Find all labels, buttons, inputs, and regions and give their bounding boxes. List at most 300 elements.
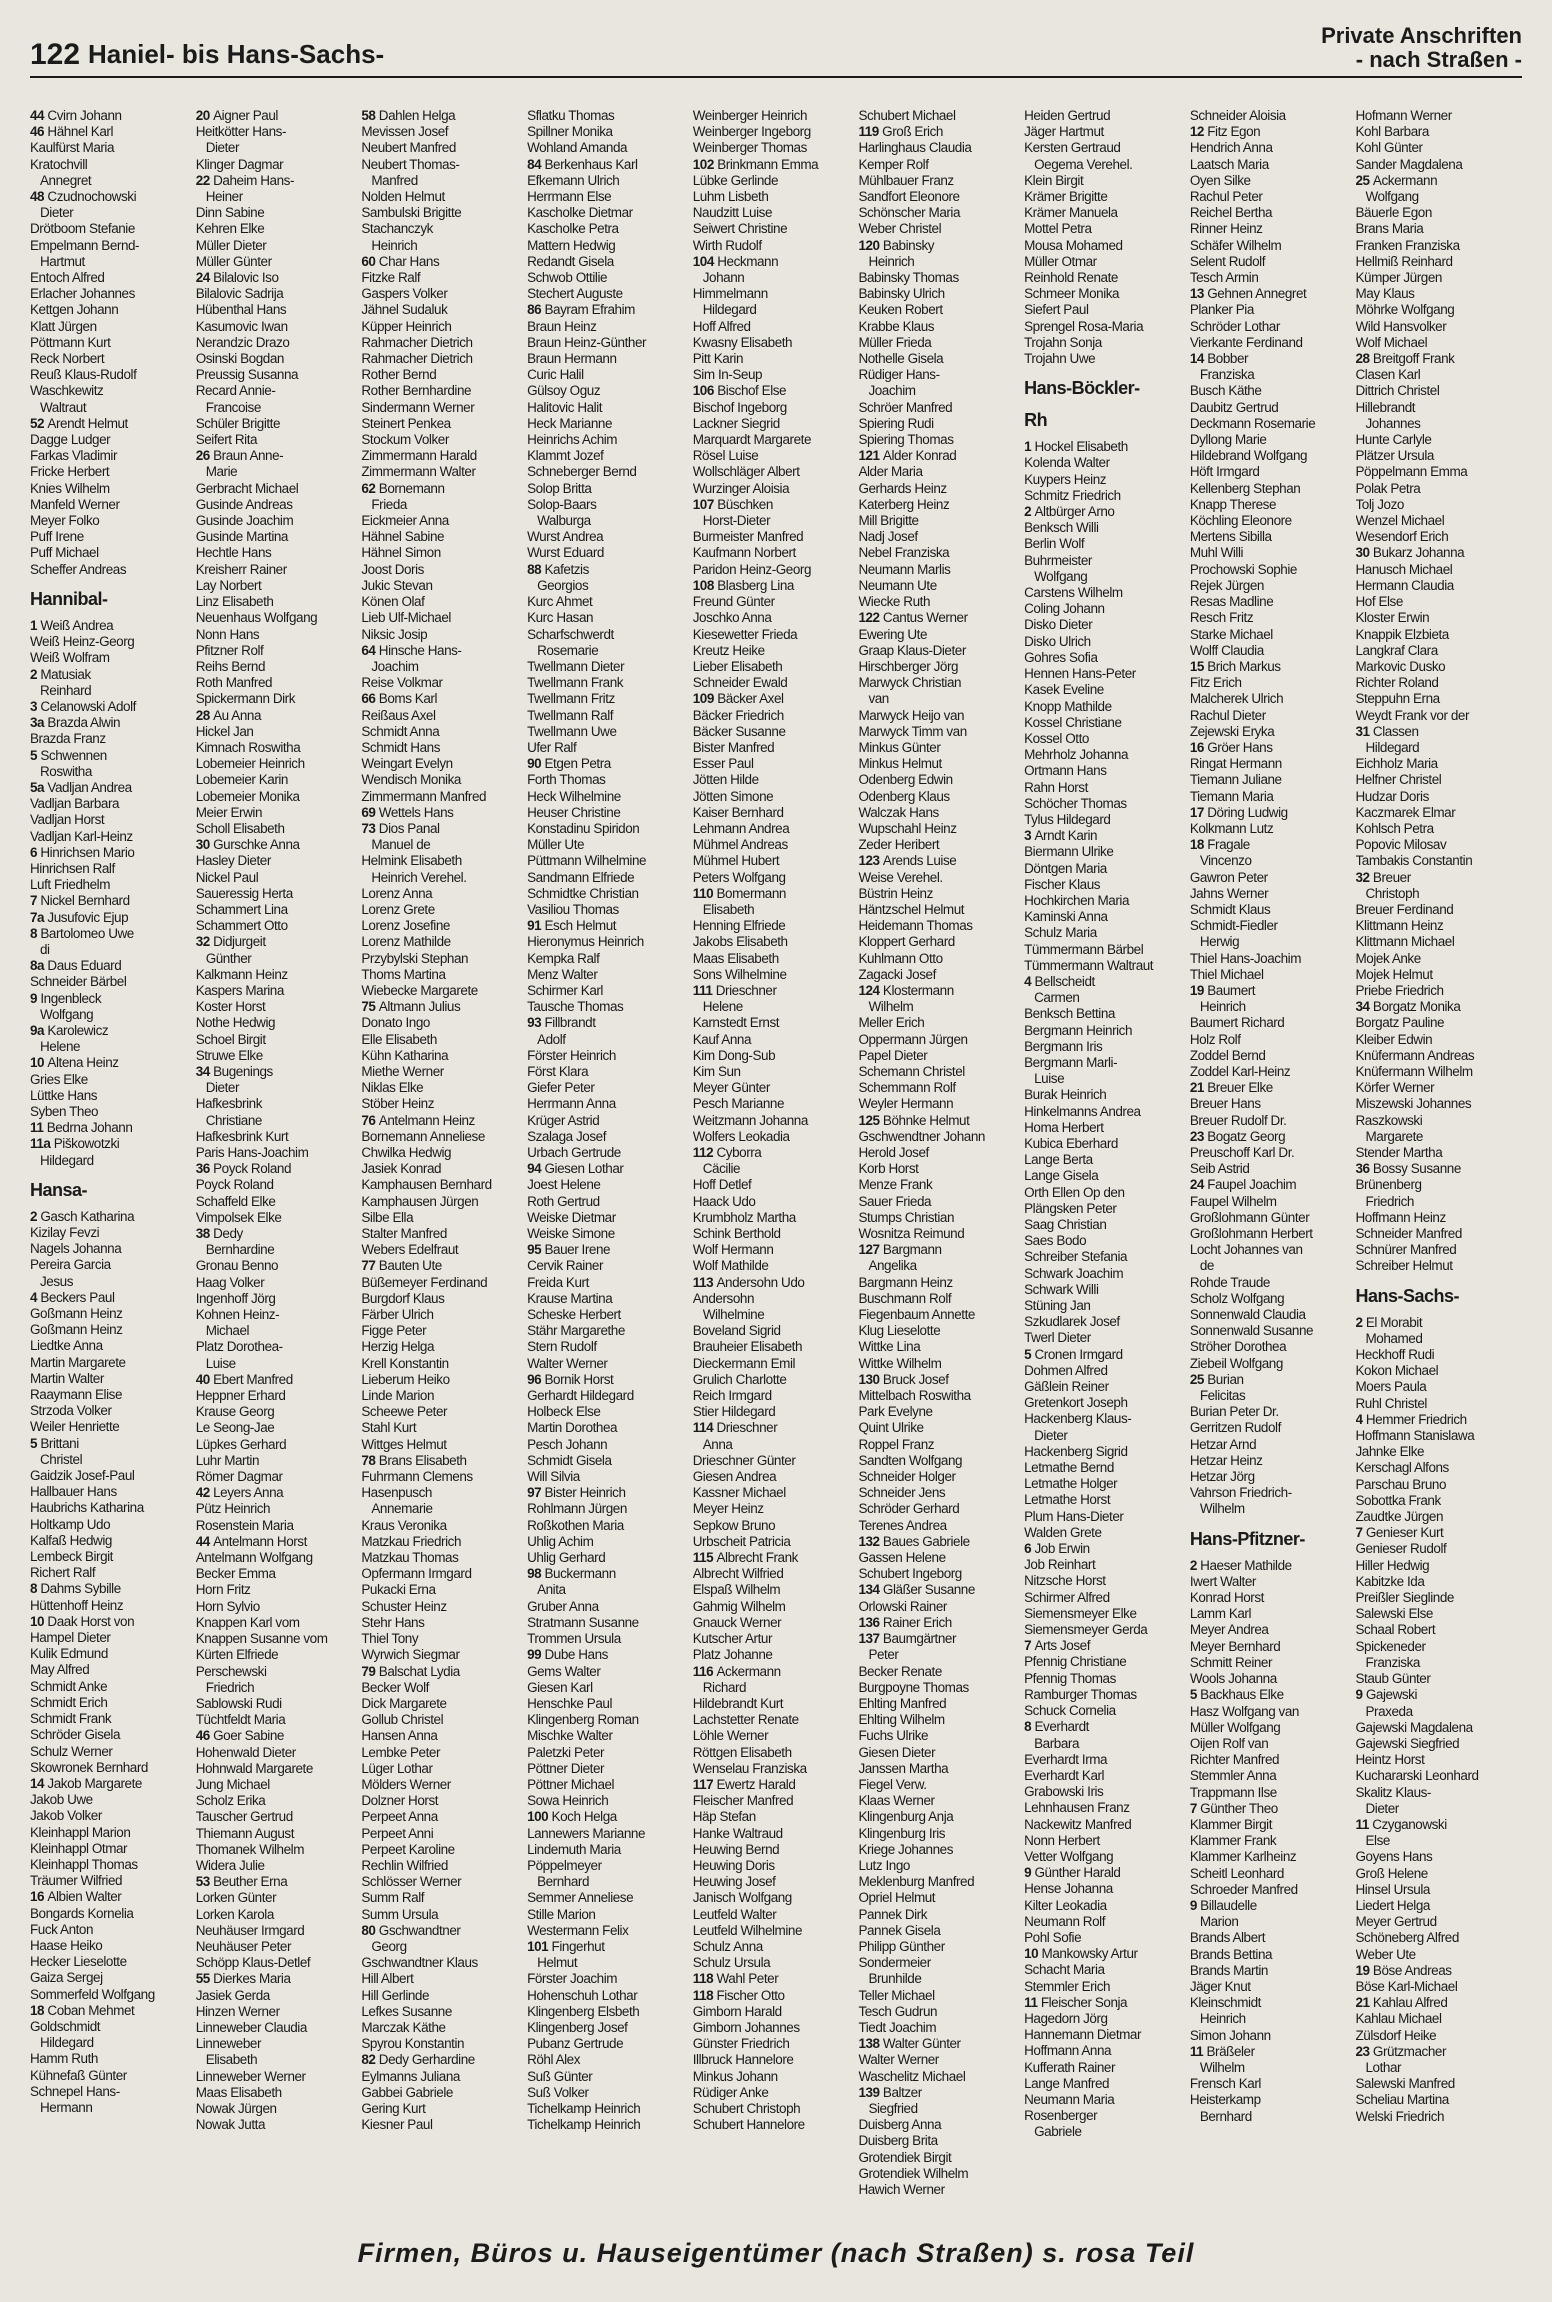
resident-entry	[1356, 1412, 1518, 1428]
resident-entry	[1356, 1315, 1518, 1331]
resident-entry	[361, 1518, 523, 1534]
resident-name: Franziska	[1365, 1654, 1420, 1670]
resident-entry	[858, 383, 1020, 399]
resident-entry	[693, 805, 855, 821]
resident-name: Baumgärtner	[882, 1631, 957, 1647]
house-number: 19	[1355, 1962, 1373, 1978]
resident-name: Bäcker Axel	[717, 691, 784, 707]
page-number: 122	[30, 38, 81, 71]
resident-name: Waltraut	[40, 399, 87, 415]
resident-entry	[361, 1064, 523, 1080]
resident-entry	[196, 562, 358, 578]
resident-name: Förster Joachim	[527, 1971, 618, 1987]
resident-entry	[858, 2004, 1020, 2020]
resident-name: Herrmann Anna	[527, 1096, 616, 1112]
resident-name: Matzkau Friedrich	[361, 1533, 462, 1549]
resident-name: Bornemann Anneliese	[361, 1128, 485, 1144]
resident-name: Döring Ludwig	[1207, 804, 1288, 820]
resident-name: Faupel Joachim	[1207, 1177, 1297, 1193]
resident-entry	[1190, 1485, 1352, 1501]
resident-entry	[858, 1469, 1020, 1485]
resident-name: Schacht Maria	[1024, 1962, 1105, 1978]
resident-entry	[361, 1226, 523, 1242]
resident-entry	[30, 529, 192, 545]
resident-entry	[858, 740, 1020, 756]
resident-name: Dahms Sybille	[40, 1581, 121, 1597]
resident-entry	[1190, 2092, 1352, 2108]
resident-name: Brands Bettina	[1189, 1946, 1273, 1962]
resident-name: Stier Hildegard	[692, 1404, 776, 1420]
resident-name: Klatt Jürgen	[30, 318, 97, 334]
resident-entry	[361, 513, 523, 529]
resident-entry	[527, 724, 689, 740]
resident-entry	[858, 2133, 1020, 2149]
resident-entry	[196, 108, 358, 124]
resident-entry	[858, 1631, 1020, 1647]
resident-name: Knapp Therese	[1189, 496, 1277, 512]
resident-name: Vetter Wolfgang	[1024, 1848, 1114, 1864]
resident-name: Odenberg Edwin	[858, 772, 953, 788]
resident-name: Schneider Jens	[858, 1485, 946, 1501]
resident-name: Schröder Gisela	[30, 1727, 121, 1743]
resident-entry	[30, 383, 192, 399]
resident-entry	[693, 756, 855, 772]
resident-entry	[196, 1404, 358, 1420]
resident-name: Siemensmeyer Gerda	[1024, 1622, 1148, 1638]
resident-name: Müller Otmar	[1024, 253, 1097, 269]
resident-entry	[858, 1874, 1020, 1890]
resident-name: Jäger Hartmut	[1024, 124, 1104, 140]
resident-entry	[1190, 1882, 1352, 1898]
street-heading: Hans-Sachs-	[1355, 1285, 1460, 1306]
resident-name: Kleinhappl Thomas	[30, 1856, 138, 1872]
resident-entry	[1356, 1979, 1518, 1995]
resident-name: Kolenda Walter	[1024, 455, 1110, 471]
resident-name: Hiller Hedwig	[1355, 1557, 1430, 1573]
resident-entry	[527, 1582, 689, 1598]
resident-entry	[361, 918, 523, 934]
resident-entry	[1024, 173, 1186, 189]
resident-entry	[527, 1064, 689, 1080]
resident-entry	[1190, 1752, 1352, 1768]
resident-name: Wurst Eduard	[527, 545, 604, 561]
resident-entry	[527, 1356, 689, 1372]
resident-entry	[1356, 1720, 1518, 1736]
resident-name: Schwark Joachim	[1024, 1265, 1124, 1281]
resident-entry	[1024, 2043, 1186, 2059]
resident-name: Mittelbach Roswitha	[858, 1388, 971, 1404]
resident-entry	[527, 124, 689, 140]
house-number: 7	[1024, 1638, 1035, 1654]
resident-name: Kloster Erwin	[1355, 610, 1430, 626]
resident-entry	[693, 1145, 855, 1161]
resident-name: Disko Dieter	[1024, 617, 1093, 633]
resident-entry	[196, 1793, 358, 1809]
resident-entry	[527, 1404, 689, 1420]
resident-entry	[196, 918, 358, 934]
resident-name: Haase Heiko	[30, 1937, 103, 1953]
resident-entry	[196, 1291, 358, 1307]
resident-entry	[1024, 1703, 1186, 1719]
resident-name: Helfner Christel	[1355, 772, 1442, 788]
resident-entry	[30, 481, 192, 497]
resident-entry	[361, 173, 523, 189]
resident-entry	[196, 772, 358, 788]
resident-entry	[196, 2101, 358, 2117]
resident-entry	[858, 2166, 1020, 2182]
resident-name: Hendrich Anna	[1189, 140, 1273, 156]
resident-entry	[527, 173, 689, 189]
resident-entry	[858, 1518, 1020, 1534]
house-number: 16	[30, 1889, 48, 1905]
resident-entry	[30, 1306, 192, 1322]
resident-entry	[693, 1420, 855, 1436]
resident-entry	[693, 221, 855, 237]
resident-entry	[858, 416, 1020, 432]
resident-name: Lorenz Josefine	[361, 918, 450, 934]
resident-entry	[1356, 1493, 1518, 1509]
resident-name: Ziebeil Wolfgang	[1189, 1355, 1283, 1371]
resident-name: Arts Josef	[1034, 1638, 1091, 1654]
resident-entry	[1024, 1784, 1186, 1800]
resident-entry	[30, 335, 192, 351]
resident-entry	[1024, 1719, 1186, 1735]
resident-name: Hasenpusch	[361, 1485, 432, 1501]
resident-name: Eickmeier Anna	[361, 513, 449, 529]
resident-entry	[1356, 254, 1518, 270]
directory-column	[1024, 108, 1190, 2238]
resident-name: Tylus Hildegard	[1024, 811, 1111, 827]
resident-entry	[1190, 1963, 1352, 1979]
resident-name: Reise Volkmar	[361, 675, 443, 691]
resident-name: Hallbauer Hans	[30, 1484, 117, 1500]
directory-column	[1356, 108, 1522, 2238]
resident-name: Hildegard	[1365, 739, 1420, 755]
resident-name: Vadljan Horst	[30, 812, 105, 828]
resident-name: Büßemeyer Ferdinand	[361, 1274, 488, 1290]
house-number: 127	[858, 1242, 883, 1258]
resident-entry	[196, 1372, 358, 1388]
resident-name: Schwennen	[40, 747, 107, 763]
resident-entry	[693, 286, 855, 302]
resident-name: Herrmann Else	[527, 189, 612, 205]
resident-name: Rohde Traude	[1189, 1274, 1270, 1290]
resident-name: Klittmann Heinz	[1355, 918, 1444, 934]
resident-entry	[693, 1842, 855, 1858]
resident-name: Lefkes Susanne	[361, 2003, 452, 2019]
resident-name: Iwert Walter	[1189, 1573, 1256, 1589]
resident-name: Krell Konstantin	[361, 1355, 449, 1371]
resident-entry	[1024, 536, 1186, 552]
resident-name: Osinski Bogdan	[195, 351, 284, 367]
resident-entry	[196, 1761, 358, 1777]
resident-entry	[1024, 140, 1186, 156]
resident-entry	[693, 983, 855, 999]
resident-entry	[858, 2182, 1020, 2198]
resident-name: Georg	[371, 1938, 407, 1954]
resident-name: Schammert Lina	[195, 901, 288, 917]
resident-name: Schubert Ingeborg	[858, 1566, 962, 1582]
resident-entry	[693, 772, 855, 788]
resident-name: Gohres Sofia	[1024, 649, 1098, 665]
resident-entry	[693, 1469, 855, 1485]
resident-name: Sondermeier	[858, 1955, 931, 1971]
house-number: 125	[858, 1112, 883, 1128]
resident-entry	[1024, 861, 1186, 877]
resident-entry	[361, 1372, 523, 1388]
resident-entry	[30, 1039, 192, 1055]
resident-entry	[1356, 1671, 1518, 1687]
resident-entry	[693, 870, 855, 886]
resident-name: Neumann Rolf	[1024, 1913, 1106, 1929]
resident-entry	[1190, 772, 1352, 788]
resident-entry	[1190, 1323, 1352, 1339]
resident-name: Will Silvia	[527, 1469, 580, 1485]
house-number: 7a	[30, 909, 48, 925]
house-number: 11	[1355, 1816, 1373, 1832]
resident-name: Duisberg Brita	[858, 2133, 938, 2149]
resident-entry	[196, 578, 358, 594]
house-number: 3	[30, 698, 41, 714]
resident-entry	[1024, 731, 1186, 747]
resident-entry	[858, 967, 1020, 983]
house-number: 95	[527, 1242, 545, 1258]
resident-name: Bruck Josef	[882, 1371, 949, 1387]
resident-name: Cyborra	[716, 1145, 762, 1160]
resident-name: Stille Marion	[527, 1906, 596, 1922]
resident-name: Scheitl Leonhard	[1189, 1865, 1284, 1881]
resident-entry	[1024, 1363, 1186, 1379]
resident-entry	[361, 157, 523, 173]
resident-entry	[30, 173, 192, 189]
resident-name: Tichelkamp Heinrich	[527, 2117, 641, 2133]
resident-entry	[1024, 1233, 1186, 1249]
resident-name: Menze Frank	[858, 1177, 933, 1193]
resident-entry	[693, 1226, 855, 1242]
resident-entry	[1024, 1055, 1186, 1071]
resident-name: Bobber	[1207, 351, 1249, 367]
resident-name: Neumann Ute	[858, 577, 937, 593]
resident-name: Bornemann	[378, 480, 445, 496]
resident-name: Gusinde Andreas	[195, 496, 293, 512]
resident-entry	[30, 1403, 192, 1419]
resident-name: Lannewers Marianne	[527, 1825, 646, 1841]
resident-entry	[196, 2069, 358, 2085]
resident-name: Braun Hermann	[527, 351, 617, 367]
resident-name: Opfermann Irmgard	[361, 1566, 472, 1582]
house-number: 6	[30, 844, 41, 860]
resident-name: Schulz Ursula	[692, 1955, 771, 1971]
resident-entry	[693, 173, 855, 189]
resident-name: Weitzmann Johanna	[692, 1112, 808, 1128]
resident-name: Schirmer Karl	[527, 982, 603, 998]
resident-entry	[30, 910, 192, 926]
house-number: 28	[1355, 351, 1373, 367]
resident-name: Sons Wilhelmine	[692, 966, 787, 982]
resident-name: Syben Theo	[30, 1103, 99, 1119]
resident-name: Dieter	[40, 205, 74, 221]
resident-name: Mousa Mohamed	[1024, 237, 1123, 253]
resident-entry	[361, 2004, 523, 2020]
resident-name: Schwark Willi	[1024, 1281, 1099, 1297]
resident-entry	[858, 1890, 1020, 1906]
resident-name: Drieschner	[715, 982, 777, 998]
resident-entry	[1024, 1395, 1186, 1411]
resident-name: Kutscher Artur	[692, 1631, 772, 1647]
resident-entry	[1190, 529, 1352, 545]
resident-name: Orth Ellen Op den	[1024, 1184, 1125, 1200]
house-number: 138	[858, 2036, 883, 2052]
resident-name: Marie	[205, 464, 238, 480]
resident-entry	[693, 464, 855, 480]
resident-name: Perpeet Anna	[361, 1809, 438, 1825]
resident-name: Kohl Barbara	[1355, 124, 1429, 140]
resident-entry	[693, 691, 855, 707]
resident-name: Schulz Maria	[1024, 925, 1097, 941]
resident-entry	[527, 1275, 689, 1291]
resident-entry	[196, 464, 358, 480]
resident-entry	[1356, 578, 1518, 594]
resident-entry	[527, 918, 689, 934]
resident-entry	[30, 286, 192, 302]
resident-name: Simon Johann	[1189, 2027, 1271, 2043]
resident-entry	[858, 124, 1020, 140]
resident-name: Braun Heinz	[527, 318, 597, 334]
resident-entry	[1190, 1388, 1352, 1404]
resident-name: Krämer Manuela	[1024, 205, 1118, 221]
resident-name: Schaffeld Elke	[195, 1193, 276, 1209]
resident-entry	[361, 886, 523, 902]
resident-entry	[1024, 1606, 1186, 1622]
resident-entry	[527, 1177, 689, 1193]
resident-name: Becker Emma	[195, 1566, 276, 1582]
resident-entry	[527, 1372, 689, 1388]
resident-entry	[693, 2085, 855, 2101]
house-number: 120	[858, 237, 883, 253]
resident-entry	[858, 805, 1020, 821]
resident-name: Wupschahl Heinz	[858, 820, 957, 836]
resident-entry	[1356, 1930, 1518, 1946]
resident-entry	[196, 189, 358, 205]
resident-name: Hähnel Sabine	[361, 529, 445, 545]
resident-name: Gläßer Susanne	[882, 1582, 975, 1598]
resident-entry	[693, 2004, 855, 2020]
resident-entry	[1190, 1606, 1352, 1622]
resident-entry	[1190, 351, 1352, 367]
resident-entry	[527, 967, 689, 983]
resident-entry	[1190, 1015, 1352, 1031]
house-number: 11	[1024, 1994, 1041, 2010]
resident-entry	[1024, 2092, 1186, 2108]
resident-name: Piškowotzki	[53, 1136, 120, 1152]
resident-name: Sandfort Eleonore	[858, 189, 960, 205]
resident-name: Fischer Otto	[716, 1987, 785, 2003]
resident-entry	[30, 1452, 192, 1468]
resident-entry	[361, 1664, 523, 1680]
resident-name: Richter Manfred	[1189, 1752, 1280, 1768]
house-number: 8	[1024, 1719, 1035, 1735]
resident-name: Krumbholz Martha	[692, 1209, 796, 1225]
resident-entry	[30, 497, 192, 513]
resident-entry	[1190, 205, 1352, 221]
resident-name: Gawron Peter	[1189, 869, 1268, 885]
resident-entry	[693, 124, 855, 140]
resident-name: Lorenz Anna	[361, 885, 433, 901]
house-number: 24	[1189, 1177, 1208, 1193]
resident-entry	[527, 1890, 689, 1906]
resident-entry	[196, 448, 358, 464]
resident-name: Nackewitz Manfred	[1024, 1816, 1132, 1832]
resident-entry	[30, 991, 192, 1007]
resident-name: Hannemann Dietmar	[1024, 2027, 1142, 2043]
resident-entry	[30, 2084, 192, 2100]
resident-name: Lutz Ingo	[858, 1857, 910, 1873]
resident-name: Meklenburg Manfred	[858, 1874, 975, 1890]
resident-entry	[527, 740, 689, 756]
resident-name: Neuenhaus Wolfgang	[195, 610, 318, 626]
resident-name: Hildebrandt Kurt	[692, 1695, 784, 1711]
resident-name: Lembeck Birgit	[30, 1549, 113, 1565]
resident-entry	[527, 1858, 689, 1874]
resident-name: Bartolomeo Uwe	[40, 925, 134, 941]
resident-name: Brazda Alwin	[47, 715, 121, 731]
resident-entry	[361, 1161, 523, 1177]
resident-name: Scharfschwerdt	[527, 626, 614, 642]
resident-name: Nonn Hans	[195, 626, 260, 642]
resident-entry	[858, 1664, 1020, 1680]
resident-entry	[858, 1615, 1020, 1631]
resident-name: Reißaus Axel	[361, 707, 436, 723]
resident-name: Maas Elisabeth	[692, 950, 779, 966]
resident-entry	[527, 1388, 689, 1404]
resident-entry	[1024, 617, 1186, 633]
resident-entry	[1024, 1638, 1186, 1654]
resident-name: Paletzki Peter	[527, 1744, 605, 1760]
resident-name: Giesen Dieter	[858, 1744, 936, 1760]
resident-name: Adolf	[537, 1031, 566, 1047]
resident-name: Jakob Volker	[30, 1808, 102, 1824]
resident-name: Roßkothen Maria	[527, 1517, 624, 1533]
resident-name: Erlacher Johannes	[30, 286, 135, 302]
resident-entry	[527, 367, 689, 383]
resident-entry	[1190, 2044, 1352, 2060]
resident-name: Kauf Anna	[692, 1031, 752, 1047]
resident-name: Schnepel Hans-	[30, 2083, 120, 2099]
resident-name: Schuster Heinz	[361, 1598, 447, 1614]
resident-entry	[693, 1923, 855, 1939]
resident-entry	[527, 2101, 689, 2117]
resident-name: Kleinhappl Otmar	[30, 1840, 128, 1856]
resident-entry	[196, 724, 358, 740]
resident-entry	[196, 173, 358, 189]
resident-entry	[1356, 821, 1518, 837]
resident-name: Sauer Frieda	[858, 1193, 932, 1209]
resident-entry	[361, 1955, 523, 1971]
house-number: 94	[527, 1161, 545, 1177]
resident-name: Siefert Paul	[1024, 302, 1089, 318]
resident-entry	[1190, 1113, 1352, 1129]
resident-name: Gäßlein Reiner	[1024, 1379, 1109, 1395]
resident-entry	[693, 643, 855, 659]
resident-entry	[1024, 780, 1186, 796]
resident-entry	[1190, 1258, 1352, 1274]
resident-entry	[196, 1485, 358, 1501]
resident-name: Mühmel Hubert	[692, 853, 780, 869]
resident-entry	[693, 1680, 855, 1696]
resident-name: Sflatku Thomas	[527, 108, 615, 123]
house-number: 15	[1189, 658, 1208, 674]
resident-entry	[693, 1647, 855, 1663]
